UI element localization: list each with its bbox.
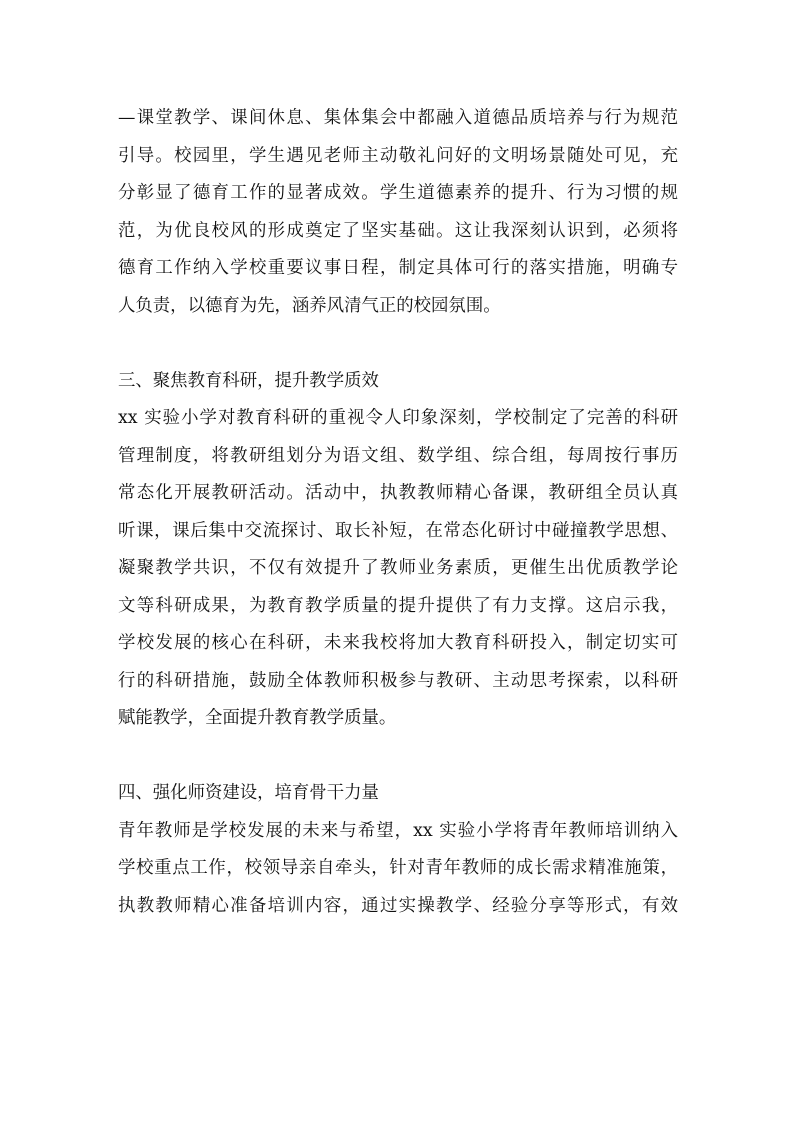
body-text-line: 学校发展的核心在科研，未来我校将加大教育科研投入，制定切实可 [118,633,678,653]
body-text-line: 听课，课后集中交流探讨、取长补短，在常态化研讨中碰撞教学思想、 [118,521,678,541]
body-text-line: 学校重点工作，校领导亲自牵头，针对青年教师的成长需求精准施策， [118,858,678,878]
section-heading: 四、强化师资建设，培育骨干力量 [118,783,379,803]
body-text-line: —课堂教学、课间休息、集体集会中都融入道德品质培养与行为规范 [118,108,678,128]
body-text-line: 德育工作纳入学校重要议事日程，制定具体可行的落实措施，明确专 [118,258,678,278]
body-text-line: 分彰显了德育工作的显著成效。学生道德素养的提升、行为习惯的规 [118,183,678,203]
body-text-line: 常态化开展教研活动。活动中，执教教师精心备课，教研组全员认真 [118,483,678,503]
body-text-line: 行的科研措施，鼓励全体教师积极参与教研、主动思考探索，以科研 [118,671,678,691]
body-text-line: 赋能教学，全面提升教育教学质量。 [118,708,397,728]
body-text-line: 青年教师是学校发展的未来与希望，xx 实验小学将青年教师培训纳入 [118,821,678,841]
section-heading: 三、聚焦教育科研，提升教学质效 [118,371,379,391]
body-text-line: 管理制度，将教研组划分为语文组、数学组、综合组，每周按行事历 [118,446,678,466]
body-text-line: 范，为优良校风的形成奠定了坚实基础。这让我深刻认识到，必须将 [118,221,678,241]
body-text-line: 凝聚教学共识，不仅有效提升了教师业务素质，更催生出优质教学论 [118,558,678,578]
body-text-line: 执教教师精心准备培训内容，通过实操教学、经验分享等形式，有效 [118,896,678,916]
body-text-line: 引导。校园里，学生遇见老师主动敬礼问好的文明场景随处可见，充 [118,146,678,166]
body-text-line: xx 实验小学对教育科研的重视令人印象深刻，学校制定了完善的科研 [118,408,678,428]
body-text-line: 文等科研成果，为教育教学质量的提升提供了有力支撑。这启示我， [118,596,678,616]
body-text-line: 人负责，以德育为先，涵养风清气正的校园氛围。 [118,296,501,316]
